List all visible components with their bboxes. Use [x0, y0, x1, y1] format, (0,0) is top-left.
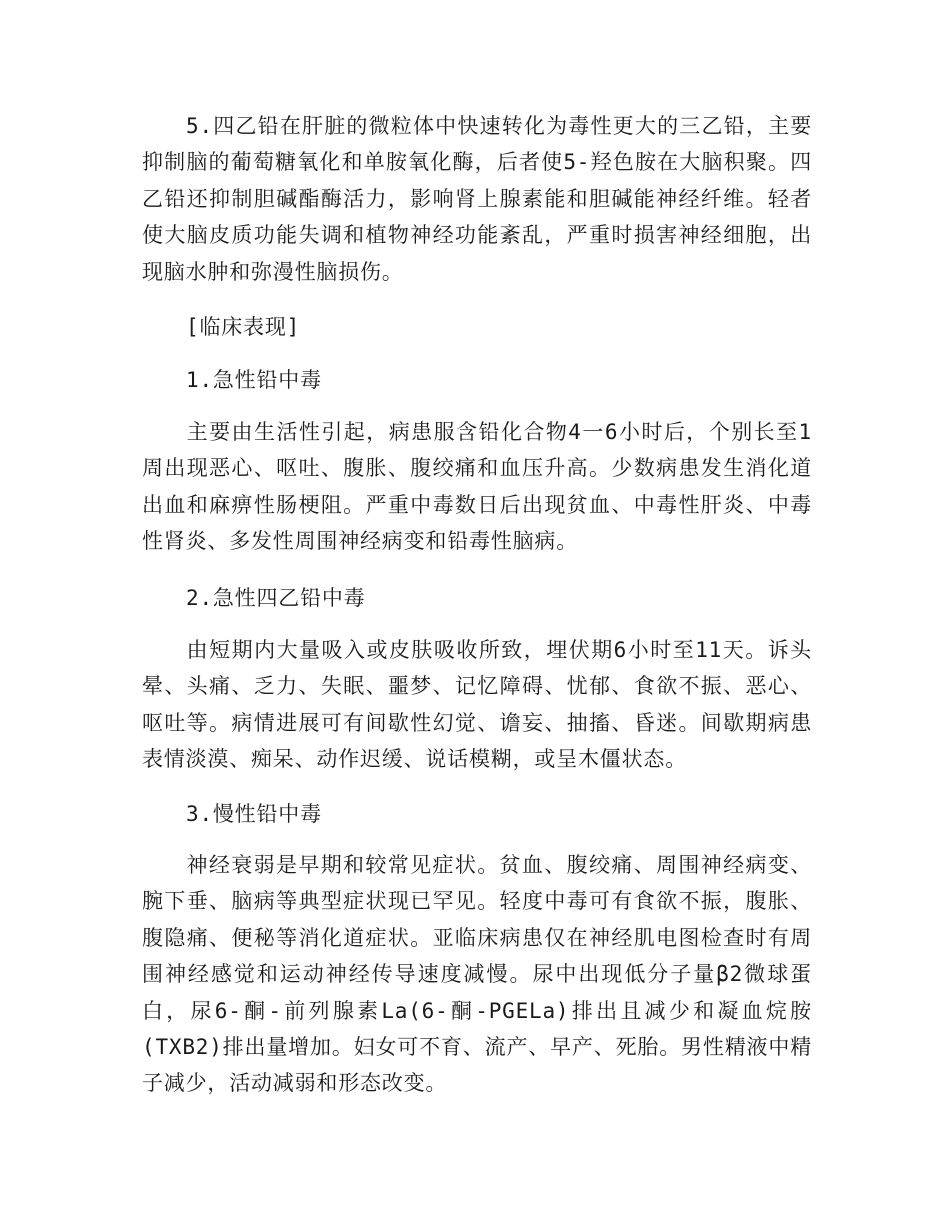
paragraph-acute-tetraethyl-text: 由短期内大量吸入或皮肤吸收所致，埋伏期6小时至11天。诉头晕、头痛、乏力、失眠、噩梦、记忆障碍、忧郁、食欲不振、恶心、呕吐等。病情进展可有间歇性幻觉、谵妄、抽搐、昏迷。间歇期病患表情淡漠、痴呆、动作迟缓、说话模糊，或呈木僵状态。	[142, 638, 812, 772]
paragraph-acute-lead	[142, 414, 812, 560]
paragraph-acute-tetraethyl	[142, 632, 812, 778]
heading-acute-lead-poisoning: 1.急性铅中毒	[186, 368, 322, 392]
heading-chronic-lead-poisoning: 3.慢性铅中毒	[186, 802, 322, 826]
paragraph-acute-lead-text: 主要由生活性引起，病患服含铅化合物4一6小时后，个别长至1周出现恶心、呕吐、腹胀、腹绞痛和血压升高。少数病患发生消化道出血和麻痹性肠梗阻。严重中毒数日后出现贫血、中毒性肝炎、中毒性肾炎、多发性周围神经病变和铅毒性脑病。	[142, 420, 812, 554]
paragraph-mechanism-text: 5.四乙铅在肝脏的微粒体中快速转化为毒性更大的三乙铅，主要抑制脑的葡萄糖氧化和单胺氧化酶，后者使5-羟色胺在大脑积聚。四乙铅还抑制胆碱酯酶活力，影响肾上腺素能和胆碱能神经纤维。轻者使大脑皮质功能失调和植物神经功能紊乱，严重时损害神经细胞，出现脑水肿和弥漫性脑损伤。	[142, 114, 812, 284]
paragraph-chronic-lead	[142, 847, 812, 1102]
paragraph-mechanism	[142, 108, 812, 290]
section-title-clinical: [临床表现]	[186, 315, 301, 339]
heading-acute-tetraethyl-lead: 2.急性四乙铅中毒	[186, 586, 366, 610]
paragraph-chronic-lead-text: 神经衰弱是早期和较常见症状。贫血、腹绞痛、周围神经病变、腕下垂、脑病等典型症状现已罕见。轻度中毒可有食欲不振，腹胀、腹隐痛、便秘等消化道症状。亚临床病患仅在神经肌电图检查时有周围神经感觉和运动神经传导速度减慢。尿中出现低分子量β2微球蛋白，尿6-酮-前列腺素La(6-酮-PGELa)排出且减少和凝血烷胺 (TXB2)排出量增加。妇女可不育、流产、早产、死胎。男性精液中精子减少，活动减弱和形态改变。	[142, 853, 812, 1096]
